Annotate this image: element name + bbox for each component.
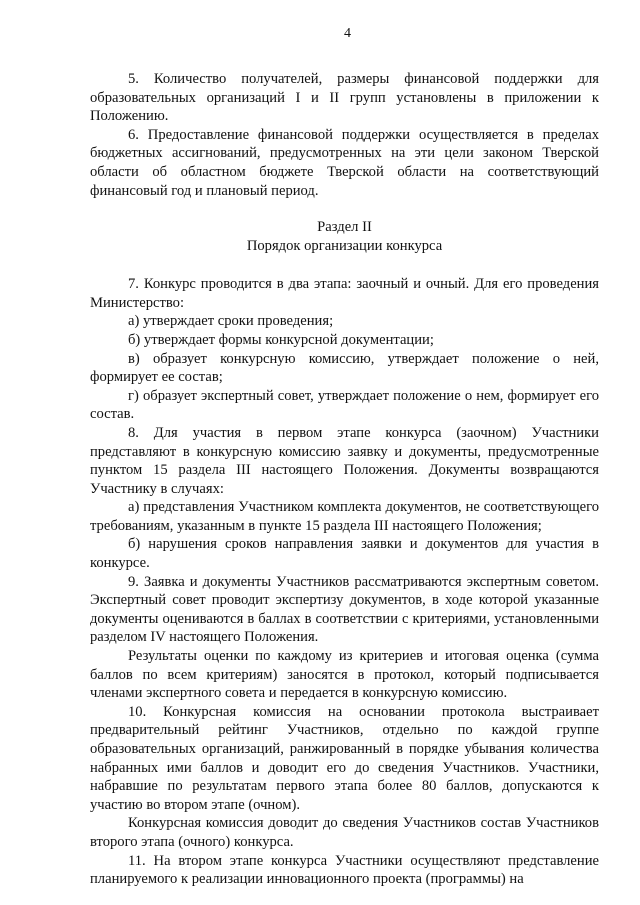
list-item-8b: б) нарушения сроков направления заявки и документов для участия в конкурсе. bbox=[90, 536, 599, 572]
list-item-7c: в) образует конкурсную комиссию, утверждает положение о ней, формирует ее состав; bbox=[90, 350, 599, 386]
paragraph-6: 6. Предоставление финансовой поддержки осуществляется в пределах бюджетных ассигнований, предусмотренных на эти цели законом Тверской области об областном бюджете Тверской области на соответствующий финансовый год и плановый период. bbox=[90, 126, 599, 199]
list-item-7a: а) утверждает сроки проведения; bbox=[128, 313, 334, 330]
paragraph-9-results: Результаты оценки по каждому из критериев и итоговая оценка (сумма баллов по всем критериям) заносятся в протокол, который подписывается членами экспертного совета и передается в конкурсную комиссию. bbox=[90, 648, 599, 702]
paragraph-10-commission: Конкурсная комиссия доводит до сведения Участников состав Участников второго этапа (очного) конкурса. bbox=[90, 815, 599, 850]
paragraph-10: 10. Конкурсная комиссия на основании протокола выстраивает предварительный рейтинг Участников, отдельно по каждой группе образовательных организаций, ранжированный в порядке убывания количества набранных ими баллов и доводит его до сведения Участников. Участники, набравшие по результатам первого этапа более 80 баллов, допускаются к участию во втором этапе (очном). bbox=[90, 703, 599, 813]
paragraph-7: 7. Конкурс проводится в два этапа: заочный и очный. Для его проведения Министерство: bbox=[90, 276, 599, 311]
paragraph-9: 9. Заявка и документы Участников рассматриваются экспертным советом. Экспертный совет проводит экспертизу документов, в ходе которой указанные документы оцениваются в баллах в соответствии с критериями, установленными разделом IV настоящего Положения. bbox=[90, 573, 599, 646]
paragraph-8: 8. Для участия в первом этапе конкурса (заочном) Участники представляют в конкурсную комиссию заявку и документы, предусмотренные пунктом 15 раздела III настоящего Положения. Документы возвращаются Участнику в случаях: bbox=[90, 424, 599, 497]
paragraphs-main bbox=[90, 275, 599, 889]
list-item-8a: а) представления Участником комплекта документов, не соответствующего требованиям, указанным в пункте 15 раздела III настоящего Положения; bbox=[90, 499, 599, 534]
section-heading bbox=[90, 218, 599, 256]
paragraphs-top bbox=[90, 70, 599, 200]
paragraph-11: 11. На втором этапе конкурса Участники осуществляют представление планируемого к реализации инновационного проекта (программы) на bbox=[90, 852, 599, 888]
page-number: 4 bbox=[344, 26, 351, 41]
list-item-7d: г) образует экспертный совет, утверждает положение о нем, формирует его состав. bbox=[90, 387, 599, 423]
list-item-7b: б) утверждает формы конкурсной документации; bbox=[128, 331, 434, 348]
section-number: Раздел II bbox=[317, 219, 372, 236]
section-title: Порядок организации конкурса bbox=[246, 238, 443, 255]
paragraph-5: 5. Количество получателей, размеры финансовой поддержки для образовательных организаций I и II групп установлены в приложении к Положению. bbox=[90, 71, 599, 125]
